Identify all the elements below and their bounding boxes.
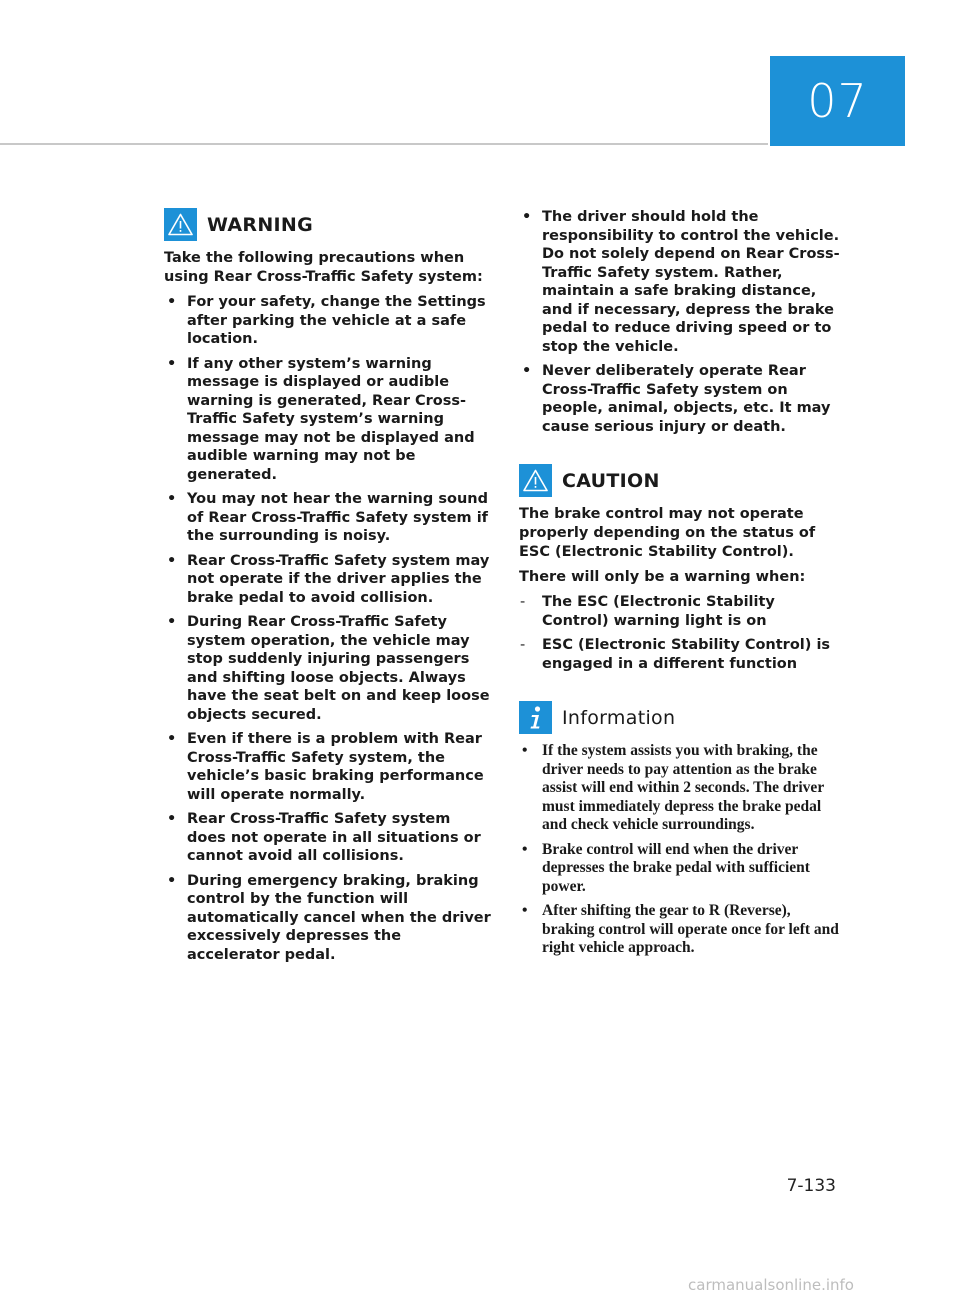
list-item: • If the system assists you with braking, the driver needs to pay attention as the brake assist will end within 2 seconds. The driver must immediately depress the brake pedal and check vehicle surroundings. <box>522 742 824 833</box>
information-header <box>519 701 844 734</box>
list-item: • The driver should hold the responsibility to control the vehicle. Do not solely depend on Rear Cross-Traffic Safety system. Rather, maintain a safe braking distance, and if necessary, depress the brake pedal to reduce driving speed or to stop the vehicle. <box>522 209 840 355</box>
list-item: - The ESC (Electronic Stability Control) warning light is on <box>520 594 775 629</box>
information-list <box>519 742 844 958</box>
list-item: • After shifting the gear to R (Reverse), braking control will operate once for left and right vehicle approach. <box>522 902 839 956</box>
list-item: • You may not hear the warning sound of Rear Cross-Traffic Safety system if the surrounding is noisy. <box>167 491 488 544</box>
list-item: • During Rear Cross-Traffic Safety system operation, the vehicle may stop suddenly injuring passengers and shifting loose objects. Always have the seat belt on and keep loose objects secured. <box>167 614 490 723</box>
watermark: carmanualsonline.info <box>688 1276 854 1294</box>
right-column <box>519 208 844 964</box>
warning-header <box>164 208 494 241</box>
caution-list <box>519 593 844 673</box>
chapter-tab: 07 <box>770 56 905 146</box>
info-icon <box>519 701 552 734</box>
warning-list-left <box>164 293 494 964</box>
information-title: Information <box>562 706 676 729</box>
list-item: • Even if there is a problem with Rear Cross-Traffic Safety system, the vehicle’s basic braking performance will operate normally. <box>167 731 484 803</box>
caution-intro: The brake control may not operate properly depending on the status of ESC (Electronic Stability Control). <box>519 506 816 560</box>
warning-icon <box>164 208 197 241</box>
caution-condition-intro: There will only be a warning when: <box>519 569 806 585</box>
warning-intro: Take the following precautions when using Rear Cross-Traffic Safety system: <box>164 250 483 285</box>
list-item: • Brake control will end when the driver depresses the brake pedal with sufficient power. <box>522 840 810 895</box>
caution-header <box>519 464 844 497</box>
header-rule <box>0 143 768 145</box>
list-item: • During emergency braking, braking control by the function will automatically cancel when the driver excessively depresses the accelerator pedal. <box>167 872 491 963</box>
warning-title: WARNING <box>207 213 314 236</box>
list-item: • Rear Cross-Traffic Safety system does not operate in all situations or cannot avoid all collisions. <box>167 811 481 864</box>
caution-icon <box>519 464 552 497</box>
list-item: - ESC (Electronic Stability Control) is engaged in a different function <box>520 637 831 672</box>
warning-list-right <box>519 208 844 436</box>
list-item: • If any other system’s warning message is displayed or audible warning is generated, Rear Cross-Traffic Safety system’s warning message may not be displayed and audible warning may not be generated. <box>167 355 475 483</box>
list-item: • For your safety, change the Settings after parking the vehicle at a safe location. <box>167 294 486 347</box>
page-number: 7-133 <box>786 1176 836 1196</box>
list-item: • Rear Cross-Traffic Safety system may not operate if the driver applies the brake pedal to avoid collision. <box>167 552 490 606</box>
caution-title: CAUTION <box>562 469 660 492</box>
list-item: • Never deliberately operate Rear Cross-Traffic Safety system on people, animal, objects, etc. It may cause serious injury or death. <box>522 363 831 435</box>
left-column <box>164 208 494 970</box>
